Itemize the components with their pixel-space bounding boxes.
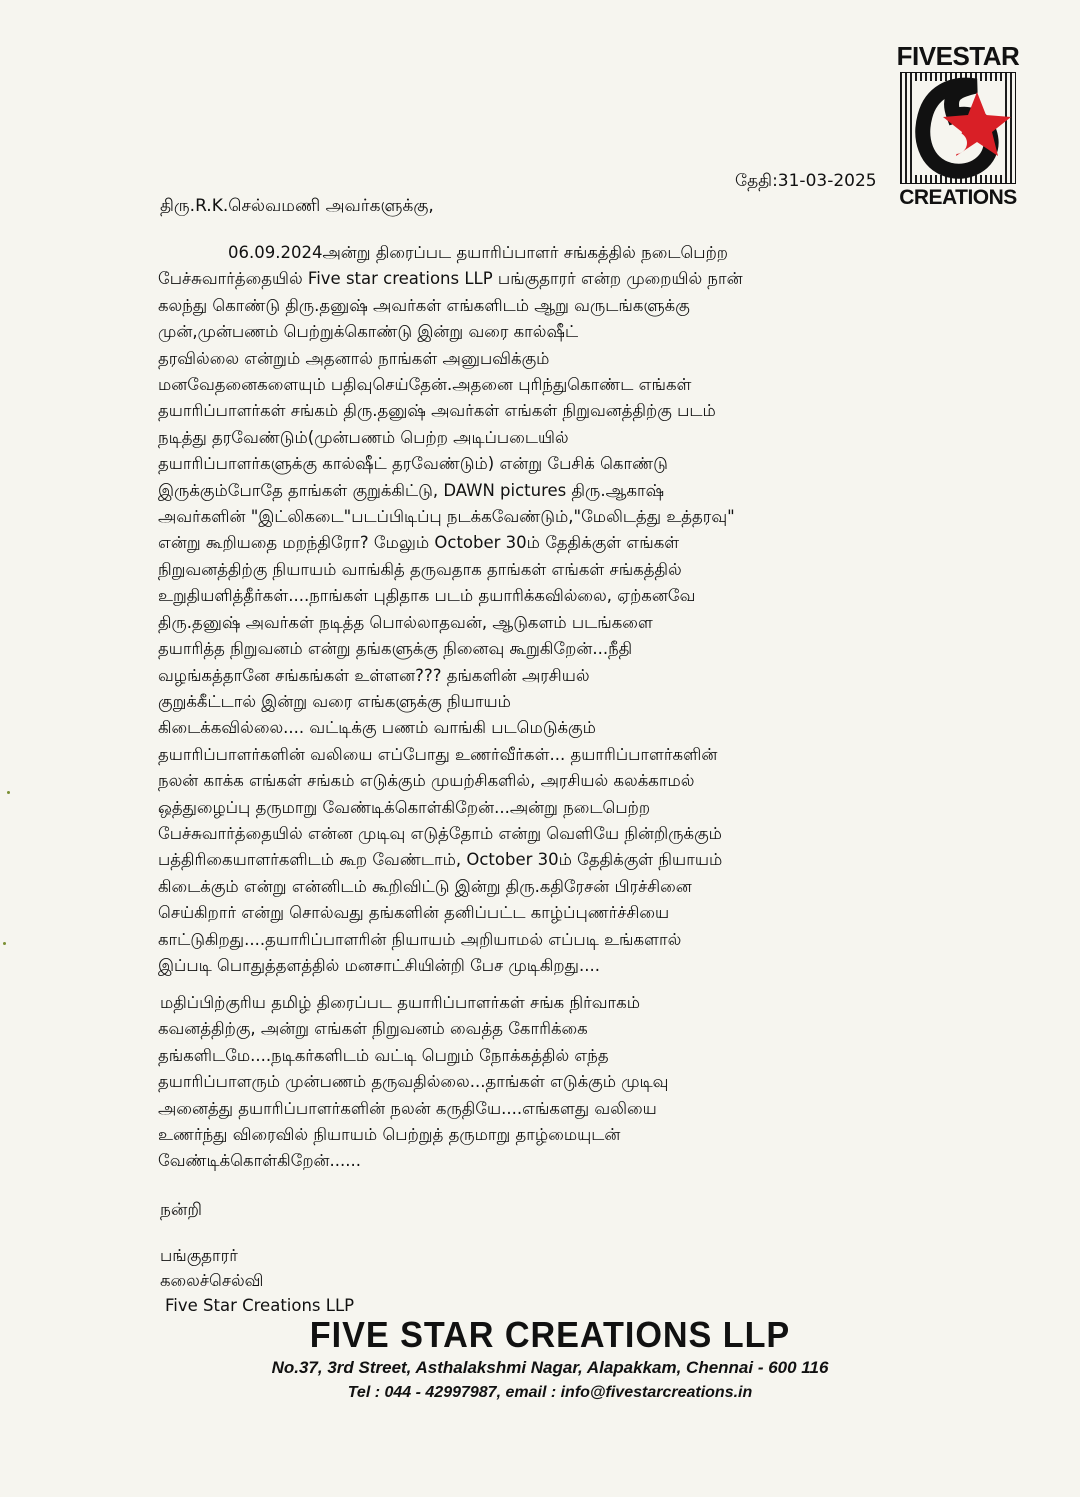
five-star-6-logo-icon: [900, 72, 1016, 184]
paragraph-line: 06.09.2024அன்று திரைப்பட தயாரிப்பாளர் சங்கத்தில் நடைபெற்ற: [228, 243, 729, 262]
paragraph-line: வழங்கத்தானே சங்கங்கள் உள்ளன??? தங்களின் அரசியல்: [158, 665, 590, 685]
paragraph-line: தயாரிப்பாளர்களுக்கு கால்ஷீட் தரவேண்டும்) என்று பேசிக் கொண்டு: [158, 454, 668, 474]
signature-block: [160, 1243, 354, 1318]
paragraph-line: உறுதியளித்தீர்கள்....நாங்கள் புதிதாக படம் தயாரிக்கவில்லை, ஏற்கனவே: [158, 586, 696, 606]
letter-date: தேதி:31-03-2025: [735, 171, 877, 191]
paragraph-line: உணர்ந்து விரைவில் நியாயம் பெற்றுத் தருமாறு தாழ்மையுடன்: [158, 1125, 621, 1145]
letterhead-footer: [160, 1315, 940, 1404]
company-logo: [893, 42, 1023, 214]
closing-thanks: நன்றி: [160, 1200, 203, 1220]
logo-top-text: FIVESTAR: [896, 41, 1020, 71]
paragraph-line: கலந்து கொண்டு திரு.தனுஷ் அவர்கள் எங்களிடம் ஆறு வருடங்களுக்கு: [158, 295, 690, 315]
paragraph-line: நலன் காக்க எங்கள் சங்கம் எடுக்கும் முயற்சிகளில், அரசியல் கலக்காமல்: [158, 771, 695, 791]
paragraph-line: மனவேதனைகளையும் பதிவுசெய்தேன்.அதனை புரிந்துகொண்ட எங்கள்: [158, 375, 692, 395]
signature-company: Five Star Creations LLP: [165, 1296, 355, 1315]
paragraph-line: வேண்டிக்கொள்கிறேன்......: [158, 1151, 362, 1171]
paragraph-line: தயாரித்த நிறுவனம் என்று தங்களுக்கு நினைவு கூறுகிறேன்...நீதி: [158, 639, 633, 659]
paragraph-line: தயாரிப்பாளரும் முன்பணம் தருவதில்லை...தாங்கள் எடுக்கும் முடிவு: [158, 1072, 669, 1092]
paragraph-line: நடித்து தரவேண்டும்(முன்பணம் பெற்ற அடிப்படையில்: [158, 427, 569, 447]
paragraph-line: முன்,முன்பணம் பெற்றுக்கொண்டு இன்று வரை கால்ஷீட்: [158, 322, 579, 342]
paragraph-line: ஒத்துழைப்பு தருமாறு வேண்டிக்கொள்கிறேன்...அன்று நடைபெற்ற: [158, 797, 651, 817]
paragraph-line: கிடைக்கவில்லை.... வட்டிக்கு பணம் வாங்கி படமெடுக்கும்: [158, 718, 596, 738]
paragraph-line: கவனத்திற்கு, அன்று எங்கள் நிறுவனம் வைத்த கோரிக்கை: [158, 1019, 588, 1039]
logo-bottom-text: CREATIONS: [899, 186, 1017, 209]
footer-address: No.37, 3rd Street, Asthalakshmi Nagar, Alapakkam, Chennai - 600 116: [271, 1358, 829, 1377]
paragraph-line: மதிப்பிற்குரிய தமிழ் திரைப்பட தயாரிப்பாளர்கள் சங்க நிர்வாகம்: [160, 993, 640, 1012]
paragraph-line: திரு.தனுஷ் அவர்கள் நடித்த பொல்லாதவன், ஆடுகளம் படங்களை: [158, 612, 653, 632]
signature-role: பங்குதாரர்: [160, 1246, 238, 1265]
paragraph-line: நிறுவனத்திற்கு நியாயம் வாங்கித் தருவதாக தாங்கள் எங்கள் சங்கத்தில்: [158, 559, 682, 579]
scan-speck: [3, 942, 6, 945]
paragraph-line: கிடைக்கும் என்று என்னிடம் கூறிவிட்டு இன்று திரு.கதிரேசன் பிரச்சினை: [158, 876, 692, 896]
footer-contact: Tel : 044 - 42997987, email : info@fivestarcreations.in: [347, 1384, 753, 1401]
body-paragraph-1: [158, 240, 968, 979]
paragraph-line: தயாரிப்பாளர்களின் வலியை எப்போது உணர்வீர்கள்... தயாரிப்பாளர்களின்: [158, 744, 718, 764]
paragraph-line: பேச்சுவார்த்தையில் Five star creations LLP பங்குதாரர் என்ற முறையில் நான்: [158, 269, 743, 289]
paragraph-line: இருக்கும்போதே தாங்கள் குறுக்கிட்டு, DAWN pictures திரு.ஆகாஷ்: [158, 480, 665, 500]
paragraph-line: என்று கூறியதை மறந்திரோ? மேலும் October 30ம் தேதிக்குள் எங்கள்: [158, 533, 680, 553]
paragraph-line: காட்டுகிறது....தயாரிப்பாளரின் நியாயம் அறியாமல் எப்படி உங்களால்: [158, 929, 682, 949]
paragraph-line: பத்திரிகையாளர்களிடம் கூற வேண்டாம், October 30ம் தேதிக்குள் நியாயம்: [158, 850, 723, 870]
paragraph-line: குறுக்கீட்டால் இன்று வரை எங்களுக்கு நியாயம்: [158, 691, 511, 711]
paragraph-line: அவர்களின் "இட்லிகடை"படப்பிடிப்பு நடக்கவேண்டும்,"மேலிடத்து உத்தரவு": [158, 507, 735, 527]
paragraph-line: தங்களிடமே....நடிகர்களிடம் வட்டி பெறும் நோக்கத்தில் எந்த: [158, 1045, 609, 1065]
paragraph-line: இப்படி பொதுத்தளத்தில் மனசாட்சியின்றி பேச முடிகிறது....: [158, 955, 600, 975]
paragraph-line: தரவில்லை என்றும் அதனால் நாங்கள் அனுபவிக்கும்: [158, 348, 550, 368]
salutation: திரு.R.K.செல்வமணி அவர்களுக்கு,: [160, 196, 434, 216]
footer-company-name: FIVE STAR CREATIONS LLP: [309, 1314, 791, 1355]
paragraph-line: பேச்சுவார்த்தையில் என்ன முடிவு எடுத்தோம் என்று வெளியே நின்றிருக்கும்: [158, 823, 722, 843]
paragraph-line: செய்கிறார் என்று சொல்வது தங்களின் தனிப்பட்ட காழ்ப்புணர்ச்சியை: [158, 903, 670, 923]
paragraph-line: அனைத்து தயாரிப்பாளர்களின் நலன் கருதியே....எங்களது வலியை: [158, 1098, 657, 1118]
signature-name: கலைச்செல்வி: [160, 1271, 264, 1290]
body-paragraph-2: [158, 990, 968, 1175]
paragraph-line: தயாரிப்பாளர்கள் சங்கம் திரு.தனுஷ் அவர்கள் எங்கள் நிறுவனத்திற்கு படம்: [158, 401, 716, 421]
scan-speck: [7, 791, 10, 794]
